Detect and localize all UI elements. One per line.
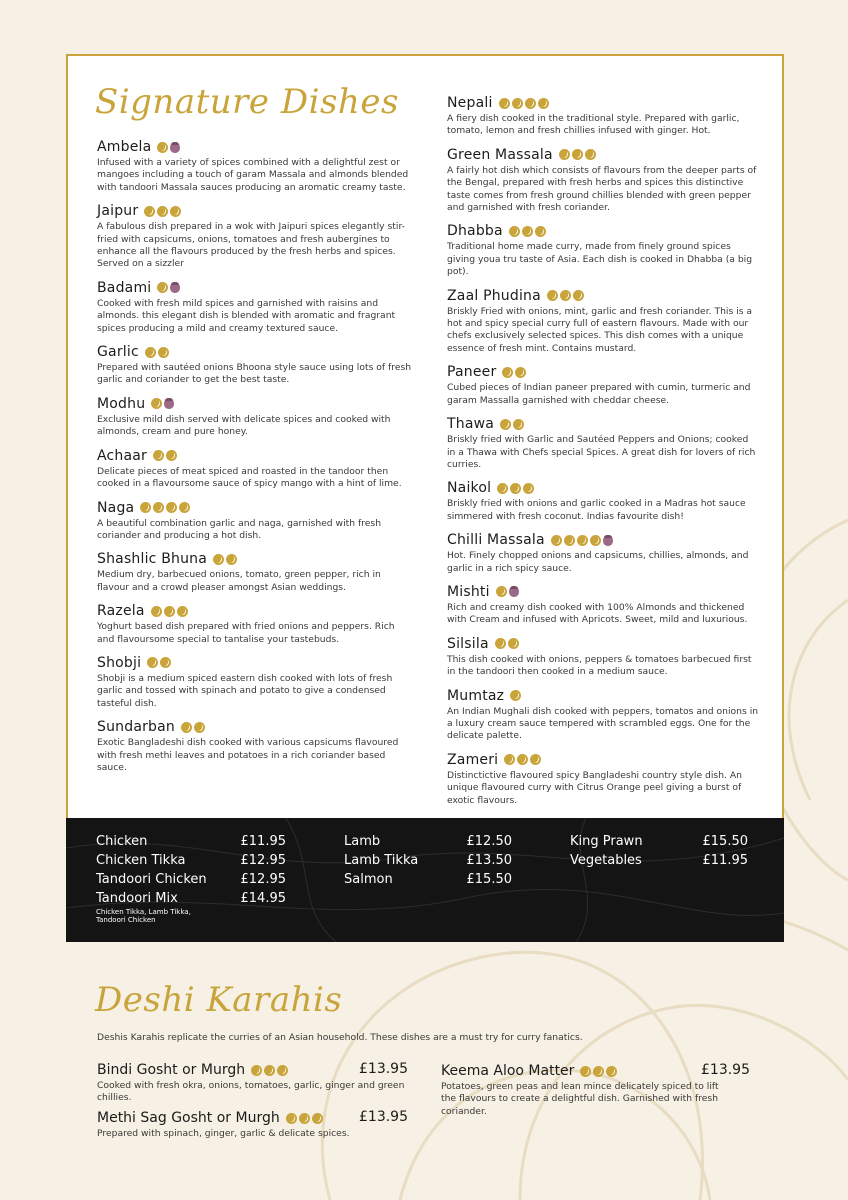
dish-item [447,287,759,356]
chili-icon [530,754,541,765]
chili-icon [226,554,237,565]
dish-description: A fiery dish cooked in the traditional style. Prepared with garlic, tomato, lemon and fresh chillies infused with ginger. Hot. [447,113,740,137]
price-row [344,853,512,872]
dish-item [447,94,759,138]
spice-rating [157,142,180,153]
chili-icon [299,1113,310,1124]
price-value: £12.95 [240,853,286,868]
dish-description: An Indian Mughali dish cooked with peppers, tomatos and onions in a luxury cream sauce tempered with scrambled eggs. One for the delicate palette. [447,705,759,742]
price-row [344,834,512,853]
karahi-description: Potatoes, green peas and lean mince delicately spiced to lift the flavours to create a delightful dish. Garnished with fresh coriander. [441,1081,719,1117]
chili-icon [523,483,534,494]
spice-rating [497,483,534,494]
chili-icon [525,98,536,109]
chili-icon [145,347,156,358]
dish-name: Paneer [447,364,497,381]
chili-icon [140,502,151,513]
chili-icon [264,1065,275,1076]
price-item-note: Chicken Tikka, Lamb Tikka, Tandoori Chicken [96,908,191,924]
chili-icon [538,98,549,109]
chili-icon [179,502,190,513]
dish-item [97,550,413,594]
dish-description: Cooked with fresh mild spices and garnished with raisins and almonds. this elegant dish is blended with aromatic and fragrant spices producing a mild and creamy textured sauce. [97,297,396,334]
spice-rating [151,606,188,617]
chili-icon [573,290,584,301]
dish-item [97,718,413,774]
price-row [96,872,286,891]
chili-icon [580,1066,591,1077]
price-value: £11.95 [240,834,286,849]
chili-icon [535,226,546,237]
karahi-price: £13.95 [359,1061,408,1077]
spice-rating [153,450,177,461]
price-row [344,872,512,891]
price-item-name: Chicken [96,834,148,849]
dish-item [447,415,759,471]
nut-icon [164,398,174,409]
nut-icon [603,535,613,546]
chili-icon [147,657,158,668]
dish-item [97,343,413,387]
price-row [96,834,286,853]
dish-name: Sundarban [97,719,175,736]
dish-description: Yoghurt based dish prepared with fried onions and peppers. Rich and flavoursome special to tantalise your tastebuds. [97,621,395,645]
dish-name: Razela [97,603,145,620]
price-item-name: Tandoori Mix [96,891,178,906]
chili-icon [151,606,162,617]
signature-left-column [97,138,413,782]
spice-rating [286,1113,323,1124]
dish-name: Naga [97,499,135,516]
spice-rating [495,638,519,649]
chili-icon [593,1066,604,1077]
spice-rating [547,290,584,301]
karahi-price: £13.95 [359,1109,408,1125]
chili-icon [158,347,169,358]
chili-icon [166,450,177,461]
karahi-name: Bindi Gosht or Murgh [97,1062,246,1078]
dish-item [447,363,759,407]
spice-rating [144,206,181,217]
dish-name: Shobji [97,654,142,671]
dish-description: A fabulous dish prepared in a wok with Jaipuri spices elegantly stir-fried with capsicums, onions, tomatoes and fresh aubergines to enhance all the flavours produced by the fresh herbs and spices. Served on a sizzler [97,221,405,270]
dish-description: Rich and creamy dish cooked with 100% Almonds and thickened with Cream and infused with Apricots. Sweet, mild and luxurious. [447,601,748,626]
chili-icon [560,290,571,301]
chili-icon [164,606,175,617]
spice-rating [559,149,596,160]
chili-icon [564,535,575,546]
chili-icon [213,554,224,565]
chili-icon [286,1113,297,1124]
price-value: £15.50 [466,872,512,887]
price-row [570,834,748,853]
karahi-name: Methi Sag Gosht or Murgh [97,1110,280,1126]
chili-icon [590,535,601,546]
dish-name: Naikol [447,480,492,497]
chili-icon [144,206,155,217]
price-item-name: Lamb Tikka [344,853,419,868]
dish-item [447,531,759,575]
price-column-1 [96,834,286,924]
dish-name: Modhu [97,395,146,412]
spice-rating [496,586,519,597]
chili-icon [502,367,513,378]
chili-icon [559,149,570,160]
dish-description: Cubed pieces of Indian paneer prepared with cumin, turmeric and garam Massalla garnished with cheddar cheese. [447,382,751,406]
dish-description: Traditional home made curry, made from finely ground spices giving youa tru taste of Asia. Each dish is cooked in Dhabba (a big pot). [447,241,753,278]
spice-rating [251,1065,288,1076]
dish-description: Briskly fried with onions and garlic cooked in a Madras hot sauce simmered with fresh coconut. Indias favourite dish! [447,498,746,522]
chili-icon [194,722,205,733]
karahi-description: Cooked with fresh okra, onions, tomatoes, garlic, ginger and green chillies. [97,1080,405,1104]
dish-description: Distinctictive flavoured spicy Bangladeshi country style dish. An unique flavoured curry with Citrus Orange peel giving a burst of exotic flavours. [447,769,742,806]
chili-icon [572,149,583,160]
dish-name: Silsila [447,635,489,652]
price-item-name: Salmon [344,872,393,887]
chili-icon [577,535,588,546]
chili-icon [153,502,164,513]
spice-rating [551,535,613,546]
spice-rating [580,1066,617,1077]
spice-rating [509,226,546,237]
dish-description: This dish cooked with onions, peppers & tomatoes barbecued first in the tandoori then cooked in a medium sauce. [447,653,752,678]
dish-name: Shashlic Bhuna [97,551,208,568]
dish-description: Shobji is a medium spiced eastern dish cooked with lots of fresh garlic and tossed with spinach and potato to give a condensed tasteful dish. [97,672,393,709]
spice-rating [145,347,169,358]
chili-icon [157,142,168,153]
karahi-item [97,1061,407,1105]
dish-description: Hot. Finely chopped onions and capsicums, chillies, almonds, and garlic in a rich spicy sauce. [447,550,749,574]
dish-name: Garlic [97,344,139,361]
dish-item [447,635,759,679]
nut-icon [509,586,519,597]
dish-name: Mishti [447,583,490,600]
price-item-name: King Prawn [570,834,643,849]
chili-icon [495,638,506,649]
dish-name: Zaal Phudina [447,287,541,304]
spice-rating [213,554,237,565]
karahi-item [441,1062,750,1118]
chili-icon [547,290,558,301]
chili-icon [515,367,526,378]
dish-name: Mumtaz [447,687,505,704]
dish-item [97,447,413,491]
karahi-description: Prepared with spinach, ginger, garlic & delicate spices. [97,1128,350,1139]
price-row [96,853,286,872]
chili-icon [512,98,523,109]
chili-icon [157,206,168,217]
spice-rating [510,690,521,701]
chili-icon [251,1065,262,1076]
price-item-name: Chicken Tikka [96,853,186,868]
price-value: £12.50 [466,834,512,849]
dish-item [447,479,759,523]
chili-icon [157,282,168,293]
price-value: £14.95 [240,891,286,906]
dish-description: Exclusive mild dish served with delicate spices and cooked with almonds, cream and pure honey. [97,413,391,438]
dish-item [97,499,413,543]
spice-rating [181,722,205,733]
chili-icon [504,754,515,765]
chili-icon [606,1066,617,1077]
price-row [570,853,748,872]
spice-rating [151,398,174,409]
chili-icon [166,502,177,513]
chili-icon [151,398,162,409]
dish-name: Jaipur [97,203,139,220]
price-value: £11.95 [702,853,748,868]
price-item-name: Vegetables [570,853,642,868]
spice-rating [502,367,526,378]
dish-description: Delicate pieces of meat spiced and roasted in the tandoor then cooked in a flavoursome sauce of spicy mango with a hint of lime. [97,465,402,490]
signature-right-column [447,94,759,815]
chili-icon [497,483,508,494]
spice-rating [147,657,171,668]
chili-icon [177,606,188,617]
chili-icon [510,483,521,494]
price-band [66,818,784,942]
dish-item [447,146,759,215]
dish-description: Briskly Fried with onions, mint, garlic and fresh coriander. This is a hot and spicy special curry full of eastern flavours. Made with our chefs exclusively selected spices. This dish comes with a unique essence of fresh mint. Contains mustard. [447,305,753,354]
spice-rating [500,419,524,430]
chili-icon [551,535,562,546]
chili-icon [496,586,507,597]
karahi-item [97,1109,407,1140]
dish-name: Badami [97,279,152,296]
nut-icon [170,142,180,153]
chili-icon [585,149,596,160]
chili-icon [509,226,520,237]
dish-name: Green Massala [447,146,553,163]
dish-item [447,687,759,743]
chili-icon [170,206,181,217]
price-item-name: Lamb [344,834,381,849]
price-value: £15.50 [702,834,748,849]
dish-item [447,222,759,278]
nut-icon [170,282,180,293]
chili-icon [499,98,510,109]
dish-item [97,202,413,271]
chili-icon [160,657,171,668]
spice-rating [504,754,541,765]
karahis-title: Deshi Karahis [95,980,343,1020]
dish-name: Ambela [97,139,152,155]
chili-icon [181,722,192,733]
chili-icon [510,690,521,701]
dish-description: Exotic Bangladeshi dish cooked with various capsicums flavoured with fresh methi leaves and potatoes in a rich coriander based sauce. [97,737,399,773]
dish-description: Medium dry, barbecued onions, tomato, green pepper, rich in flavour and a crowd pleaser amongst Asian weddings. [97,569,381,593]
karahi-name: Keema Aloo Matter [441,1063,575,1079]
dish-name: Thawa [447,416,495,433]
chili-icon [522,226,533,237]
spice-rating [157,282,180,293]
price-column-3 [570,834,748,872]
dish-item [447,751,759,807]
dish-name: Achaar [97,447,148,464]
dish-item [97,279,413,335]
price-column-2 [344,834,512,891]
price-value: £12.95 [240,872,286,887]
dish-description: A fairly hot dish which consists of flavours from the deeper parts of the Bengal, prepared with fresh herbs and spices this distinctive taste comes from fresh ground chillies blended with green pepper and garnished with fresh coriander. [447,164,757,214]
spice-rating [140,502,190,513]
chili-icon [508,638,519,649]
dish-item [97,602,413,646]
dish-name: Nepali [447,95,493,111]
spice-rating [499,98,549,109]
signature-title: Signature Dishes [95,82,399,122]
dish-description: A beautiful combination garlic and naga, garnished with fresh coriander and producing a hot dish. [97,517,382,541]
chili-icon [517,754,528,765]
dish-item [97,138,413,194]
chili-icon [312,1113,323,1124]
price-item-name: Tandoori Chicken [96,872,207,887]
chili-icon [277,1065,288,1076]
chili-icon [500,419,511,430]
dish-item [97,395,413,439]
dish-description: Infused with a variety of spices combined with a delightful zest or mangoes including a touch of garam Massala and almonds blended with tandoori Massala sauces producing an aromatic creamy taste. [97,157,409,193]
chili-icon [153,450,164,461]
karahi-price: £13.95 [701,1062,750,1078]
dish-name: Chilli Massala [447,532,545,549]
price-value: £13.50 [466,853,512,868]
dish-description: Prepared with sautéed onions Bhoona style sauce using lots of fresh garlic and coriander to get the best taste. [97,362,412,386]
dish-name: Zameri [447,751,499,768]
dish-item [97,654,413,710]
dish-name: Dhabba [447,223,503,240]
dish-item [447,583,759,627]
chili-icon [513,419,524,430]
karahis-intro: Deshis Karahis replicate the curries of an Asian household. These dishes are a must try for curry fanatics. [97,1032,583,1043]
dish-description: Briskly fried with Garlic and Sautéed Peppers and Onions; cooked in a Thawa with Chefs special Spices. A great dish for lovers of rich curries. [447,434,756,470]
